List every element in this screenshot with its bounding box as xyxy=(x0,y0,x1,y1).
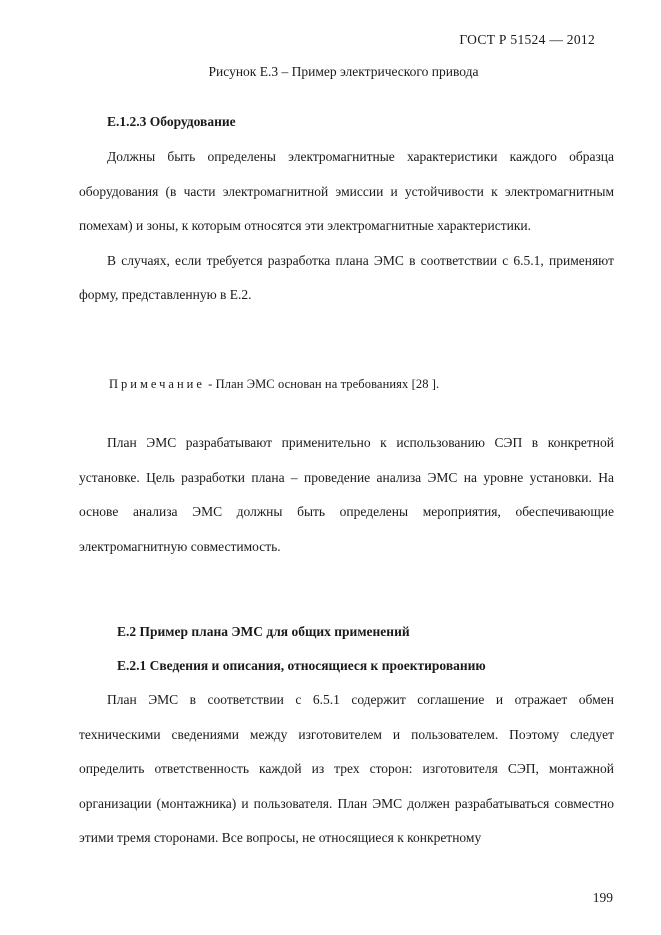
section-heading-e21: Е.2.1 Сведения и описания, относящиеся к проектированию xyxy=(117,658,486,673)
paragraph-text: План ЭМС в соответствии с 6.5.1 содержит соглашение и отражает обмен техническими сведениями между изготовителем и пользователем. Поэтому следует определить ответственность каждой из трех сторон: изготовителя СЭП, монтажной организации (монтажника) и пользователя. План ЭМС должен разрабатываться совместно этими тремя сторонами. Все вопросы, не относящиеся к конкретному xyxy=(79,692,614,845)
note-text: - План ЭМС основан на требованиях [28 ]. xyxy=(204,377,440,391)
paragraph-equipment xyxy=(79,140,614,313)
paragraph-text: Должны быть определены электромагнитные характеристики каждого образца оборудования (в части электромагнитной эмиссии и устойчивости к электромагнитным помехам) и зоны, к которым относятся эти электромагнитные характеристики. xyxy=(79,149,614,233)
section-heading-e123: Е.1.2.3 Оборудование xyxy=(107,114,236,129)
paragraph-text: В случаях, если требуется разработка плана ЭМС в соответствии с 6.5.1, применяют форму, представленную в Е.2. xyxy=(79,252,614,302)
standard-header: ГОСТ Р 51524 — 2012 xyxy=(459,32,595,47)
paragraph-text: План ЭМС разрабатывают применительно к использованию СЭП в конкретной установке. Цель разработки плана – проведение анализа ЭМС на уровне установки. На основе анализа ЭМС должны быть определены мероприятия, обеспечивающие электромагнитную совместимость. xyxy=(79,435,614,554)
paragraph-design-info xyxy=(79,683,614,856)
section-heading-e2: Е.2 Пример плана ЭМС для общих применений xyxy=(117,624,410,639)
note-label: Примечание xyxy=(109,377,205,391)
figure-caption: Рисунок Е.3 – Пример электрического привода xyxy=(208,64,479,79)
note xyxy=(109,377,644,392)
page-number: 199 xyxy=(592,890,613,905)
paragraph-emc-plan xyxy=(79,426,614,564)
